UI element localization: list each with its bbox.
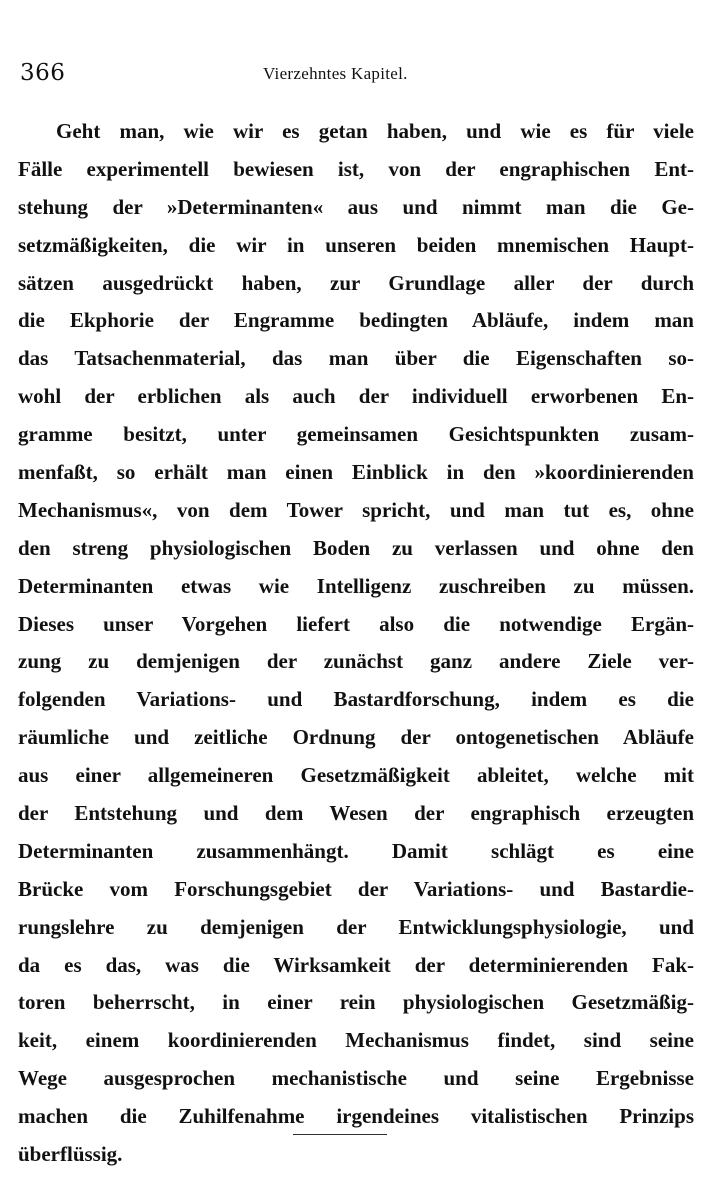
text-line: keit, einem koordinierenden Mechanismus findet, sind seine [18, 1028, 694, 1053]
text-line: zung zu demjenigen der zunächst ganz andere Ziele ver- [18, 649, 694, 674]
text-line: räumliche und zeitliche Ordnung der ontogenetischen Abläufe [18, 725, 694, 750]
text-line: der Entstehung und dem Wesen der engraphisch erzeugten [18, 801, 694, 826]
text-line: sätzen ausgedrückt haben, zur Grundlage aller der durch [18, 270, 694, 295]
text-line: den streng physiologischen Boden zu verlassen und ohne den [18, 535, 694, 560]
text-line: Dieses unser Vorgehen liefert also die notwendige Ergän- [18, 611, 694, 636]
page-header [20, 60, 693, 90]
text-line: gramme besitzt, unter gemeinsamen Gesichtspunkten zusam- [18, 422, 694, 447]
text-line: Geht man, wie wir es getan haben, und wie es für viele [56, 119, 694, 143]
text-line: stehung der »Determinanten« aus und nimmt man die Ge- [18, 194, 694, 219]
page-number: 366 [20, 60, 66, 86]
running-head: Vierzehntes Kapitel. [263, 64, 408, 83]
body-paragraph [18, 113, 694, 1174]
text-line: Determinanten zusammenhängt. Damit schlägt es eine [18, 838, 694, 863]
text-line: folgenden Variations- und Bastardforschung, indem es die [18, 687, 694, 712]
text-line: toren beherrscht, in einer rein physiologischen Gesetzmäßig- [18, 990, 694, 1015]
text-line: Fälle experimentell bewiesen ist, von der engraphischen Ent- [18, 156, 694, 181]
text-line: Mechanismus«, von dem Tower spricht, und man tut es, ohne [18, 497, 694, 522]
text-line: aus einer allgemeineren Gesetzmäßigkeit ableitet, welche mit [18, 763, 694, 788]
text-line: machen die Zuhilfenahme irgendeines vitalistischen Prinzips [18, 1104, 694, 1129]
text-line: das Tatsachenmaterial, das man über die Eigenschaften so- [18, 346, 694, 371]
section-divider [293, 1134, 387, 1135]
text-line: rungslehre zu demjenigen der Entwicklungsphysiologie, und [18, 914, 694, 939]
text-line: Wege ausgesprochen mechanistische und seine Ergebnisse [18, 1066, 694, 1091]
text-line: da es das, was die Wirksamkeit der determinierenden Fak- [18, 952, 694, 977]
text-line: menfaßt, so erhält man einen Einblick in den »koordinierenden [18, 460, 694, 485]
text-line: überflüssig. [18, 1142, 123, 1167]
text-line: wohl der erblichen als auch der individuell erworbenen En- [18, 384, 694, 409]
text-line: Brücke vom Forschungsgebiet der Variations- und Bastardie- [18, 876, 694, 901]
text-line: Determinanten etwas wie Intelligenz zuschreiben zu müssen. [18, 573, 694, 598]
text-line: die Ekphorie der Engramme bedingten Abläufe, indem man [18, 308, 694, 333]
text-line: setzmäßigkeiten, die wir in unseren beiden mnemischen Haupt- [18, 232, 694, 257]
